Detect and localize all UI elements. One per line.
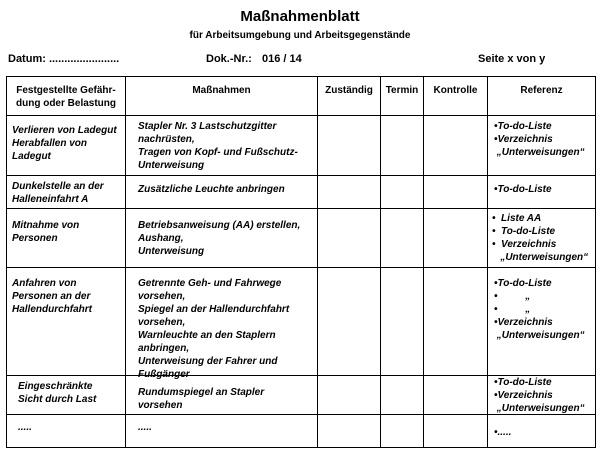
header-kontrolle: Kontrolle <box>433 85 478 96</box>
header-massnahmen: Maßnahmen <box>192 85 251 96</box>
column-divider <box>487 76 488 448</box>
referenz-cell <box>494 183 552 196</box>
cell-line: Sicht durch Last <box>18 394 97 405</box>
cell-line: Personen <box>12 233 58 244</box>
massnahmen-cell <box>138 183 285 196</box>
column-divider <box>380 76 381 448</box>
gefaehrdung-cell <box>12 219 79 245</box>
column-divider <box>423 76 424 448</box>
referenz-cell <box>494 120 585 159</box>
dok-nr-label: Dok.-Nr.: <box>206 53 252 65</box>
header-gefaehrdung <box>8 84 124 110</box>
cell-line: ..... <box>18 422 32 433</box>
cell-line: •Verzeichnis <box>494 134 553 145</box>
referenz-cell <box>494 426 511 439</box>
cell-line: „Unterweisungen“ <box>494 330 585 341</box>
massnahmen-cell <box>138 219 300 258</box>
referenz-cell <box>494 277 585 342</box>
cell-line: Mitnahme von <box>12 220 80 231</box>
cell-line: „Unterweisungen“ <box>492 252 589 263</box>
cell-line: Zusätzliche Leuchte anbringen <box>138 184 285 195</box>
cell-line: Warnleuchte an den Staplern <box>138 330 276 341</box>
cell-line: vorsehen, <box>138 317 186 328</box>
column-divider <box>317 76 318 448</box>
header-termin: Termin <box>385 85 419 96</box>
row-divider <box>6 175 596 176</box>
cell-line: Spiegel an der Hallendurchfahrt <box>138 304 290 315</box>
cell-line: • To-do-Liste <box>492 226 556 237</box>
massnahmen-cell <box>138 386 264 412</box>
cell-line: Unterweisung <box>138 246 205 257</box>
cell-line: Unterweisung <box>138 160 205 171</box>
cell-line: Personen an der <box>12 291 91 302</box>
page-subtitle: für Arbeitsumgebung und Arbeitsgegenstände <box>189 30 411 41</box>
cell-line: • „ <box>494 304 531 315</box>
cell-line: Verlieren von Ladegut <box>12 125 117 136</box>
gefaehrdung-cell <box>12 277 92 316</box>
cell-line: Anfahren von <box>12 278 77 289</box>
cell-line: anbringen, <box>138 343 190 354</box>
cell-line: Unterweisung der Fahrer und <box>138 356 278 367</box>
cell-line: •To-do-Liste <box>494 377 552 388</box>
row-divider <box>6 208 596 209</box>
cell-line: •Verzeichnis <box>494 390 553 401</box>
cell-line: •To-do-Liste <box>494 278 552 289</box>
header-gefaehrdung-line: Festgestellte Gefähr- <box>16 85 116 96</box>
cell-line: Rundumspiegel an Stapler <box>138 387 265 398</box>
row-divider <box>6 267 596 268</box>
cell-line: Aushang, <box>138 233 184 244</box>
cell-line: nachrüsten, <box>138 134 195 145</box>
cell-line: Hallendurchfahrt <box>12 304 93 315</box>
massnahmen-cell <box>138 421 152 434</box>
gefaehrdung-cell <box>18 380 96 406</box>
cell-line: vorsehen <box>138 400 183 411</box>
header-zustaendig: Zuständig <box>325 85 373 96</box>
cell-line: Herabfallen von <box>12 138 88 149</box>
cell-line: Eingeschränkte <box>18 381 93 392</box>
header-gefaehrdung-line: dung oder Belastung <box>16 98 116 109</box>
referenz-cell <box>492 212 588 264</box>
row-divider <box>6 115 596 116</box>
referenz-cell <box>494 376 585 415</box>
datum-field: Datum: ....................... <box>8 53 120 65</box>
cell-line: • Liste AA <box>492 213 542 224</box>
cell-line: vorsehen, <box>138 291 186 302</box>
cell-line: Halleneinfahrt A <box>12 194 89 205</box>
cell-line: • „ <box>494 291 531 302</box>
massnahmen-cell <box>138 277 289 381</box>
cell-line: •Verzeichnis <box>494 317 553 328</box>
gefaehrdung-cell <box>12 124 117 163</box>
header-referenz: Referenz <box>520 85 563 96</box>
cell-line: •To-do-Liste <box>494 184 552 195</box>
gefaehrdung-cell <box>12 180 104 206</box>
cell-line: •To-do-Liste <box>494 121 552 132</box>
cell-line: Dunkelstelle an der <box>12 181 104 192</box>
cell-line: Ladegut <box>12 151 51 162</box>
dok-nr-value: 016 / 14 <box>262 53 302 65</box>
column-divider <box>125 76 126 448</box>
cell-line: „Unterweisungen“ <box>494 147 585 158</box>
page-number: Seite x von y <box>478 53 546 65</box>
cell-line: ..... <box>138 422 152 433</box>
massnahmen-cell <box>138 120 298 172</box>
cell-line: Stapler Nr. 3 Lastschutzgitter <box>138 121 277 132</box>
cell-line: Betriebsanweisung (AA) erstellen, <box>138 220 301 231</box>
page-title: Maßnahmenblatt <box>240 8 360 25</box>
cell-line: • Verzeichnis <box>492 239 557 250</box>
gefaehrdung-cell <box>18 421 32 434</box>
cell-line: •..... <box>494 427 512 438</box>
cell-line: Tragen von Kopf- und Fußschutz- <box>138 147 298 158</box>
cell-line: Fußgänger <box>138 369 190 380</box>
cell-line: „Unterweisungen“ <box>494 403 585 414</box>
cell-line: Getrennte Geh- und Fahrwege <box>138 278 282 289</box>
